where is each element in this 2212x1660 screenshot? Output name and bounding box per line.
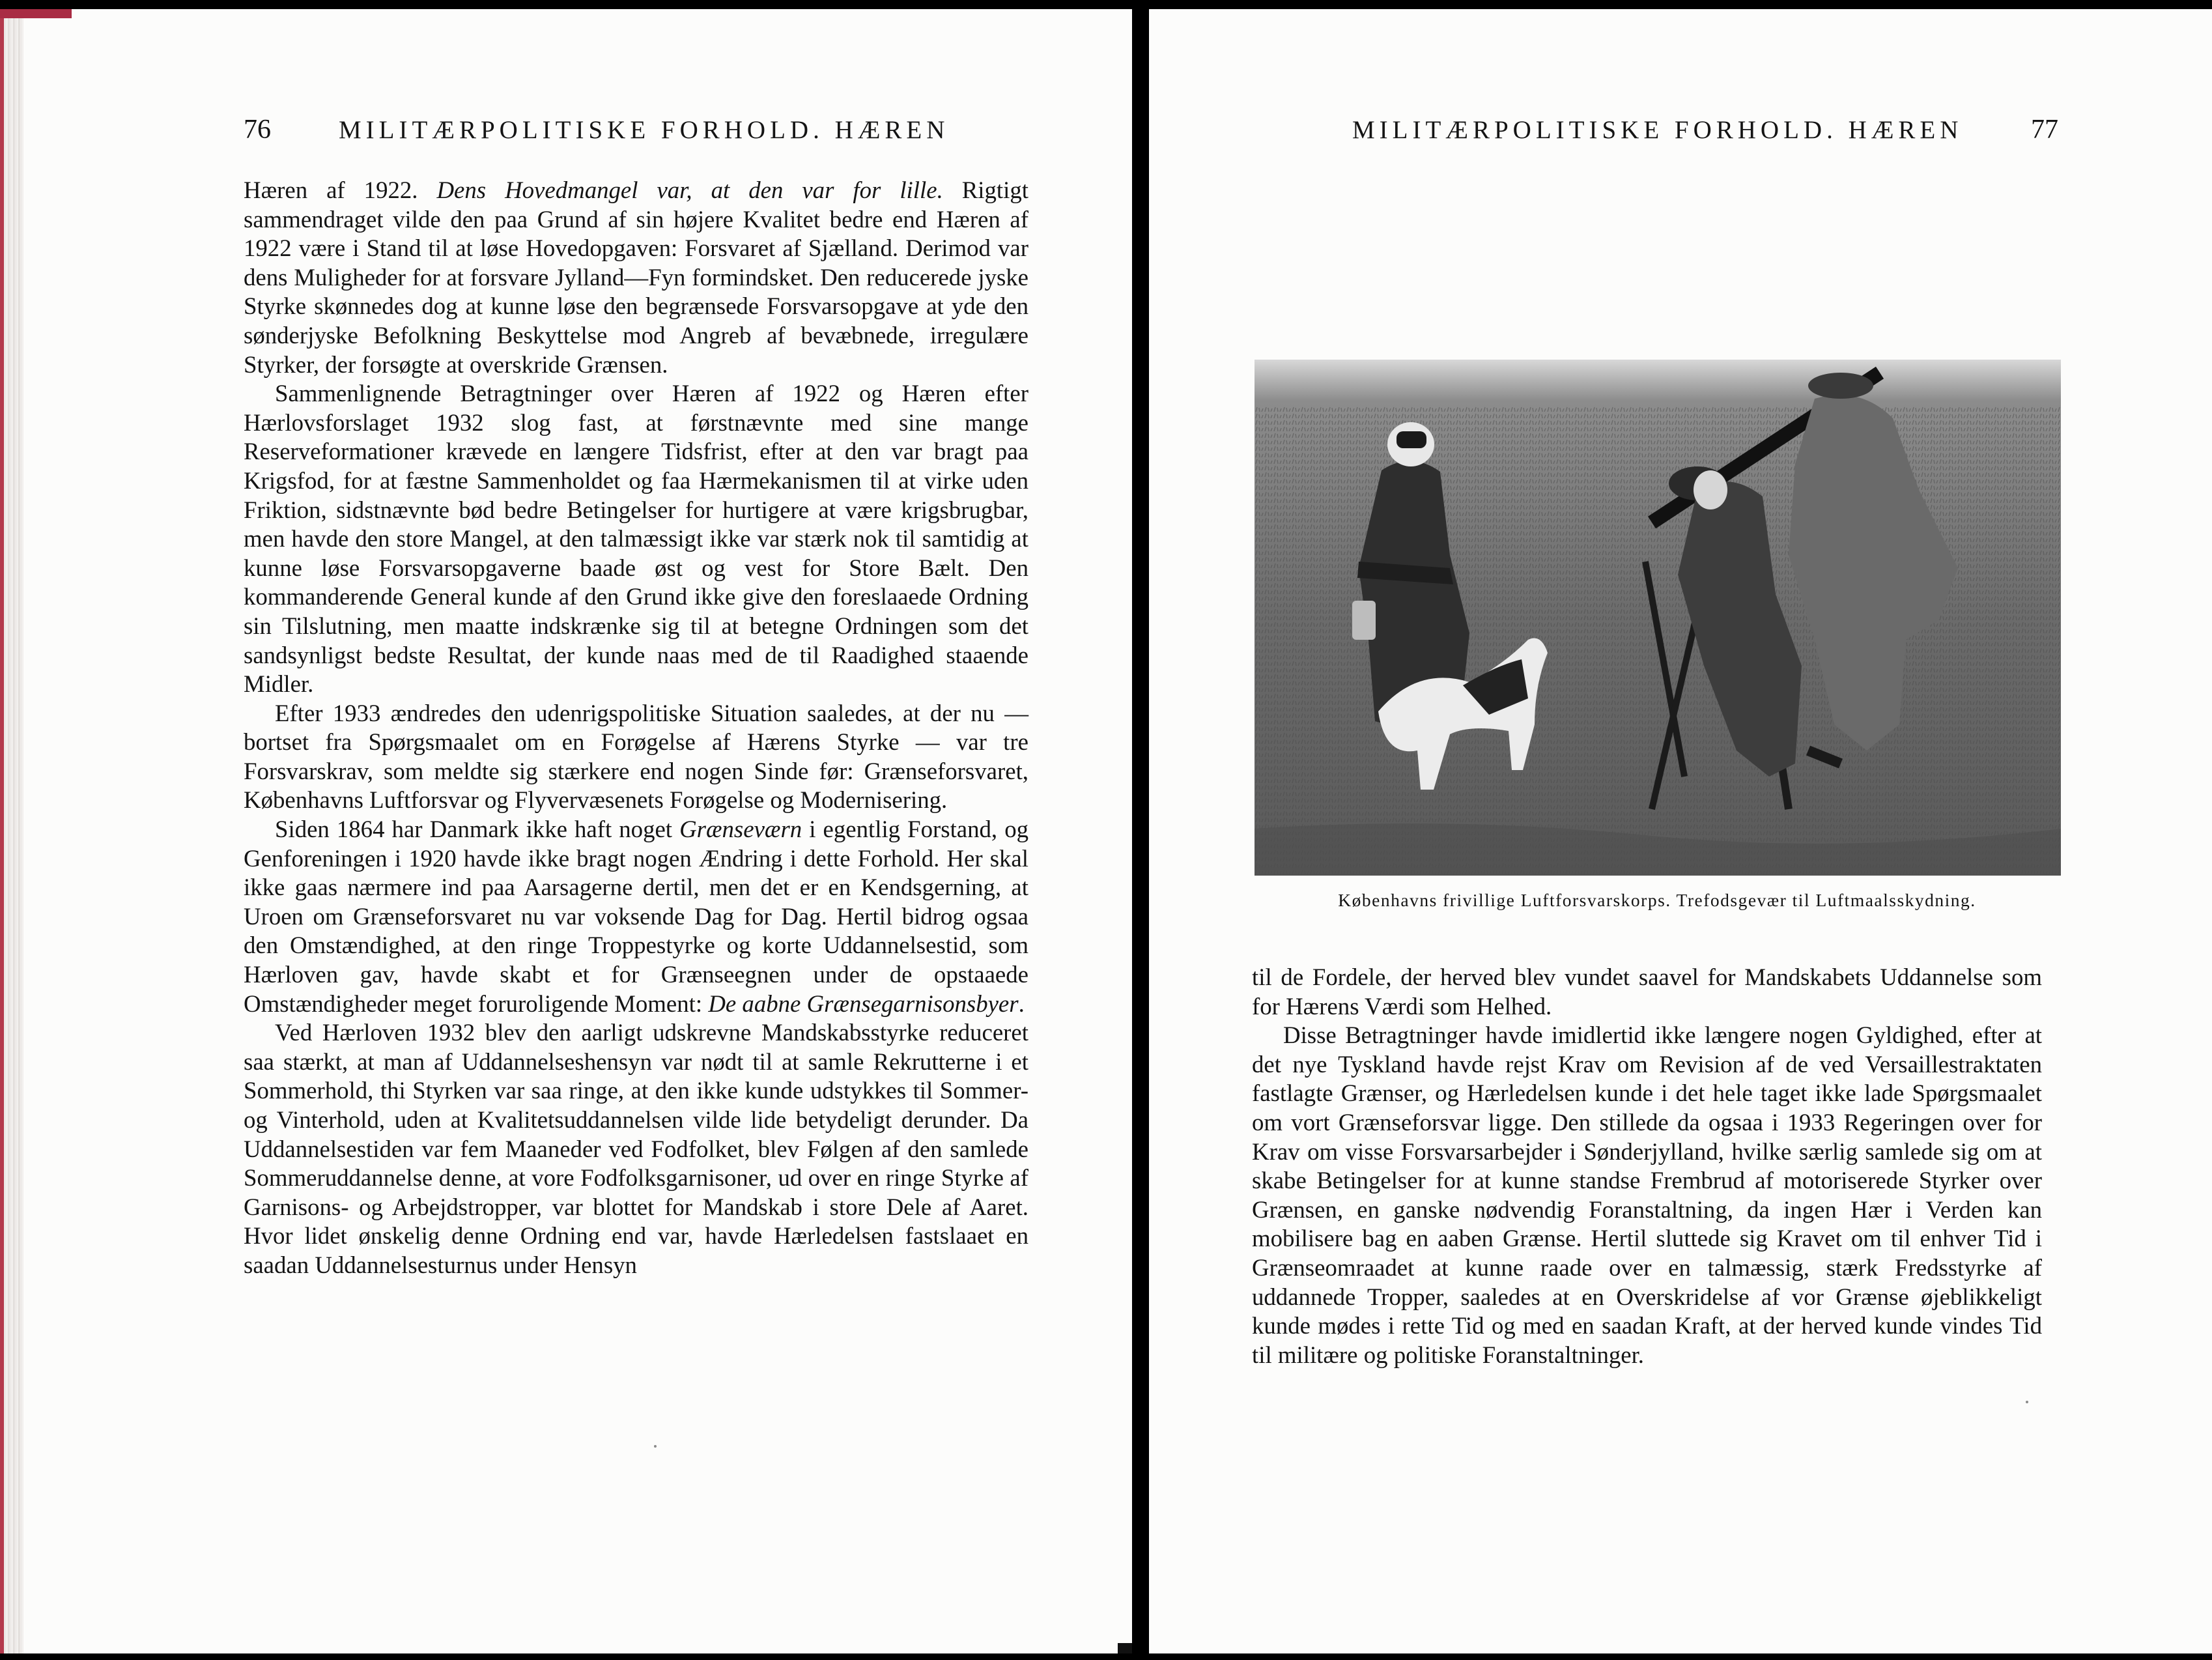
text-run: i egentlig Forstand, og Genforeningen i 1920 havde ikke bragt nogen Ændring i dette Forhold. Her skal ikke gaas nærmere ind paa Aarsagerne dertil, men det er en Kendsgerning, at Uroen om Grænseforsvaret nu var voksende Dag for Dag. Hertil bidrog ogsaa den Omstændighed, at den ringe Troppestyrke og korte Uddannelsestid, som Hærloven gav, havde skabt et for Grænseegnen under de opstaaede Omstændigheder meget foruroligende Moment: xyxy=(244,816,1028,1017)
italic-run: De aabne Grænsegarnisonsbyer xyxy=(708,990,1019,1017)
paragraph xyxy=(244,699,1028,815)
italic-run: Grænseværn xyxy=(679,816,802,843)
spine-mark xyxy=(1118,1643,1132,1653)
red-ribbon-mark xyxy=(0,9,72,18)
text-run: Hæren af 1922. xyxy=(244,177,437,203)
photo-caption: Københavns frivillige Luftforsvarskorps. Trefodsgevær til Luftmaalsskydning. xyxy=(1338,890,1976,910)
text-run: Efter 1933 ændredes den udenrigspolitiske Situation saaledes, at der nu — bortset fra Spørgsmaalet om en Forøgelse af Hærens Styrke — var tre Forsvarskrav, som meldte sig stærkere end nogen Sinde før: Grænseforsvaret, Københavns Luftforsvar og Flyvervæsenets Forøgelse og Modernisering. xyxy=(244,699,1028,814)
paragraph xyxy=(244,1018,1028,1280)
text-run: Rigtigt sammendraget vilde den paa Grund af sin højere Kvalitet bedre end Hæren af 1922 være i Stand til at løse Hovedopgaven: Forsvaret af Sjælland. Derimod var dens Muligheder for at forsvare Jylland—Fyn formindsket. Den reducerede jyske Styrke skønnedes dog at kunne løse den begrænsede Forsvarsopgave at yde den sønderjyske Befolkning Beskyttelse mod Angreb af bevæbnede, irregulære Styrker, der forsøgte at overskride Grænsen. xyxy=(244,177,1028,378)
red-page-edge xyxy=(0,9,4,1653)
left-page xyxy=(0,9,1132,1653)
paragraph xyxy=(1252,963,2042,1021)
text-run: Sammenlignende Betragtninger over Hæren af 1922 og Hæren efter Hærlovsforslaget 1932 slog fast, at førstnævnte med sine mange Reserveformationer krævede en længere Tidsfrist, efter at den var bragt paa Krigsfod, for at fæstne Sammenholdet og faa Hærmekanismen til at virke uden Friktion, sidstnævnte bød bedre Betingelser for hurtigere at være krigsbrugbar, men havde den store Mangel, at den talmæssigt ikke var stærk nok til samtidig at kunne løse Forsvarsopgaverne baade øst og vest for Store Bælt. Den kommanderende General kunde af den Grund ikke give den foreslaaede Ordning sin Tilslutning, men maatte indskrænke sig til at betegne Ordningen som det sandsynligst bedste Resultat, der kunde naas med de til Raadighed staaende Midler. xyxy=(244,380,1028,698)
running-head-right: MILITÆRPOLITISKE FORHOLD. HÆREN xyxy=(1352,116,1963,144)
text-run: Ved Hærloven 1932 blev den aarligt udskrevne Mandskabsstyrke reduceret saa stærkt, at man af Uddannelseshensyn var nødt til at samle Rekrutterne i et Sommerhold, thi Styrken var saa ringe, at den ikke kunde udstykkes til Sommer- og Vinterhold, uden at Kvalitetsuddannelsen vilde lide betydeligt derunder. Da Uddannelsestiden var fem Maaneder ved Fodfolket, blev Følgen af den samlede Sommeruddannelse denne, at vore Fodfolksgarnisoner, ud over en ringe Styrke af Garnisons- og Arbejdstropper, var blottet for Mandskab i store Dele af Aaret. Hvor lidet ønskelig denne Ordning end var, havde Hærledelsen fastslaaet en saadan Uddannelsesturnus under Hensyn xyxy=(244,1019,1028,1278)
photograph-air-defence-corps xyxy=(1255,360,2061,876)
text-run: . xyxy=(1018,990,1025,1017)
text-run: til de Fordele, der herved blev vundet saavel for Mandskabets Uddannelse som for Hærens Værdi som Helhed. xyxy=(1252,964,2042,1020)
page-number-right: 77 xyxy=(2031,115,2058,145)
print-speck xyxy=(2026,1401,2028,1403)
page-number-left: 76 xyxy=(244,115,271,145)
paragraph xyxy=(244,176,1028,379)
paragraph xyxy=(244,815,1028,1018)
text-run: Disse Betragtninger havde imidlertid ikke længere nogen Gyldighed, efter at det nye Tyskland havde rejst Krav om Revision af de ved Versaillestraktaten fastlagte Grænser, og Hærledelsen kunde i det hele taget ikke lade Spørgsmaalet om vort Grænseforsvar ligge. Den stillede da ogsaa i 1933 Regeringen over for Krav om visse Forsvarsarbejder i Sønderjylland, hvilke særlig samlede sig om at skabe Betingelser for at kunne standse Frembrud af motoriserede Styrker over Grænsen, en ganske nødvendig Foranstaltning, da ingen Hær i Verden kan mobilisere bag en aaben Grænse. Hertil sluttede sig Kravet om til enhver Tid i Grænseomraadet at kunne raade over en talmæssig, stærk Fredsstyrke af uddannede Tropper, saaledes at en Overskridelse af vor Grænse øjeblikkeligt kunde mødes i rette Tid og med en saadan Kraft, at der herved kunde vindes Tid til militære og politiske Foranstaltninger. xyxy=(1252,1022,2042,1368)
right-body-text xyxy=(1252,963,2042,1369)
right-page xyxy=(1149,9,2212,1653)
paragraph xyxy=(244,379,1028,699)
italic-run: Dens Hovedmangel var, at den var for lille. xyxy=(436,177,943,203)
print-speck xyxy=(654,1445,657,1448)
running-head-left: MILITÆRPOLITISKE FORHOLD. HÆREN xyxy=(339,116,950,144)
left-body-text xyxy=(244,176,1028,1280)
paragraph xyxy=(1252,1021,2042,1369)
text-run: Siden 1864 har Danmark ikke haft noget xyxy=(275,816,680,843)
photo-image xyxy=(1255,360,2061,876)
